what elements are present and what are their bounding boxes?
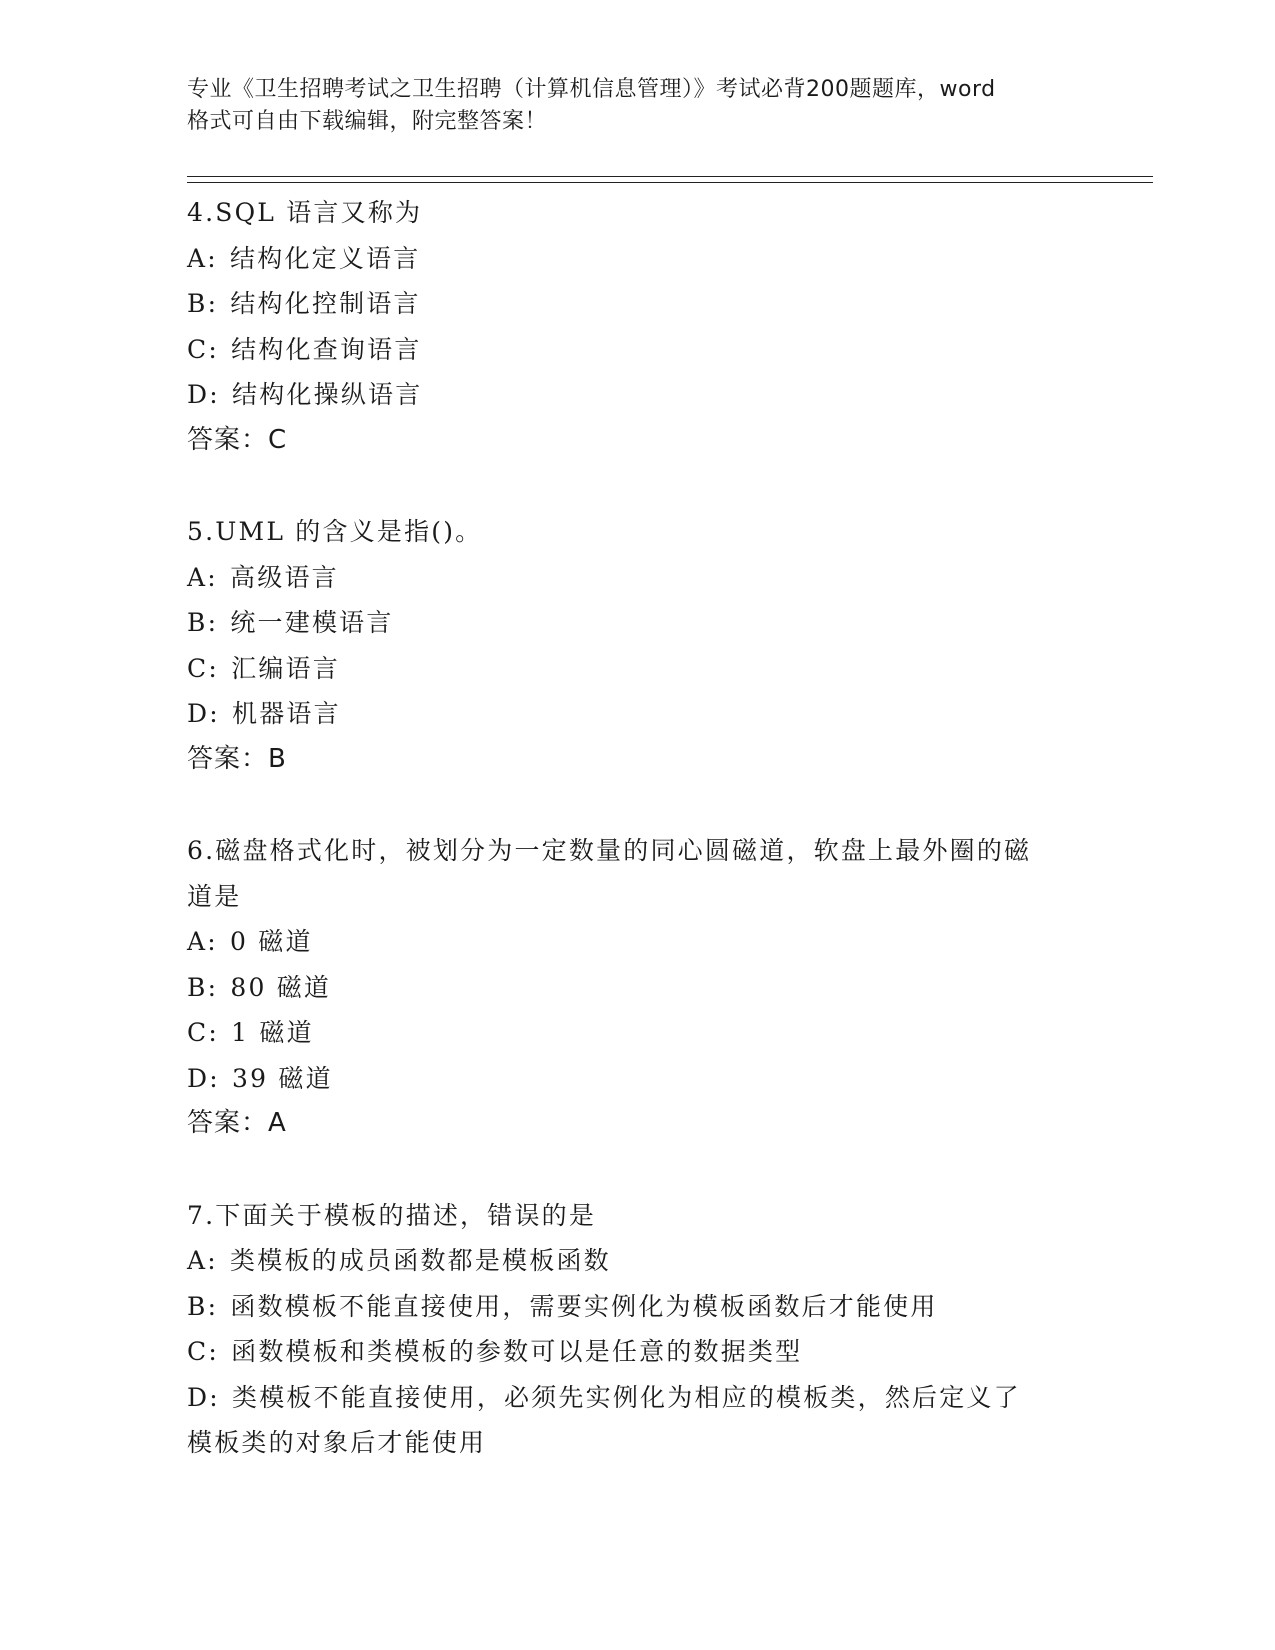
option-label: B: [187, 1291, 208, 1321]
option-label: A: [187, 927, 208, 956]
answer-line: 答案：B: [187, 743, 287, 774]
option-text: 结构化查询语言: [231, 334, 422, 364]
option-text: 类模板的成员函数都是模板函数: [230, 1246, 611, 1275]
option-text: 结构化定义语言: [230, 243, 421, 273]
question-text: 4.SQL 语言又称为: [187, 198, 423, 227]
option-separator: :: [207, 1291, 219, 1321]
option-b: [187, 965, 1087, 1011]
option-label: D: [187, 699, 210, 728]
option-separator: :: [208, 653, 219, 683]
option-separator: :: [207, 243, 218, 273]
option-text: 高级语言: [230, 562, 339, 592]
question-6: [187, 828, 1087, 1147]
option-b: [187, 600, 1087, 646]
header-rule-bottom: [187, 182, 1153, 183]
header-line-1: 专业《卫生招聘考试之卫生招聘（计算机信息管理）》考试必背200题题库，word: [187, 77, 996, 102]
option-text: 结构化操纵语言: [232, 380, 423, 409]
option-separator: :: [209, 1063, 220, 1093]
header-line-2: 格式可自由下载编辑，附完整答案！: [187, 109, 548, 134]
option-label: C: [187, 334, 209, 364]
option-label: D: [187, 1382, 210, 1412]
question-list: [187, 190, 1087, 1512]
question-text: 7.下面关于模板的描述，错误的是: [187, 1200, 597, 1230]
option-c: [187, 327, 1087, 373]
option-b: [187, 1284, 1087, 1330]
option-text: 1 磁道: [231, 1018, 314, 1047]
option-separator: :: [209, 380, 220, 409]
option-separator: :: [209, 699, 220, 728]
option-label: A: [187, 243, 208, 273]
option-separator: :: [207, 608, 219, 637]
option-label: D: [187, 380, 210, 409]
option-label: C: [187, 653, 209, 683]
option-a: [187, 1238, 1087, 1284]
option-separator: :: [207, 927, 218, 956]
option-d: [187, 372, 1087, 418]
option-separator: :: [208, 334, 219, 364]
answer-line: 答案：C: [187, 424, 288, 455]
option-separator: :: [207, 1246, 218, 1275]
option-label: C: [187, 1337, 209, 1366]
document-header: [187, 74, 1087, 138]
option-text: 类模板不能直接使用，必须先实例化为相应的模板类，然后定义了模板类的对象后才能使用: [187, 1382, 1021, 1457]
option-separator: :: [207, 289, 219, 318]
option-separator: :: [208, 1018, 219, 1047]
option-text: 0 磁道: [230, 927, 313, 956]
option-text: 80 磁道: [230, 972, 332, 1002]
question-5: [187, 509, 1087, 782]
option-label: C: [187, 1018, 209, 1047]
option-c: [187, 646, 1087, 692]
option-label: A: [187, 1246, 208, 1275]
header-rule-top: [187, 176, 1153, 177]
question-7: [187, 1193, 1087, 1466]
option-d: [187, 1375, 1047, 1466]
answer-line: 答案：A: [187, 1108, 287, 1138]
option-label: B: [187, 972, 208, 1002]
option-label: D: [187, 1063, 210, 1093]
option-a: [187, 236, 1087, 282]
option-text: 结构化控制语言: [230, 289, 421, 318]
option-text: 统一建模语言: [230, 608, 394, 637]
option-separator: :: [208, 1337, 219, 1366]
option-c: [187, 1329, 1087, 1375]
question-4: [187, 190, 1087, 463]
option-a: [187, 555, 1087, 601]
option-label: B: [187, 289, 208, 318]
question-text: 6.磁盘格式化时，被划分为一定数量的同心圆磁道，软盘上最外圈的磁道是: [187, 836, 1032, 911]
option-c: [187, 1010, 1087, 1056]
option-text: 函数模板不能直接使用，需要实例化为模板函数后才能使用: [230, 1291, 938, 1321]
option-separator: :: [207, 562, 218, 592]
option-separator: :: [209, 1382, 220, 1412]
option-text: 函数模板和类模板的参数可以是任意的数据类型: [231, 1337, 803, 1366]
option-d: [187, 1056, 1087, 1102]
option-text: 汇编语言: [231, 653, 340, 683]
option-b: [187, 281, 1087, 327]
option-d: [187, 691, 1087, 737]
question-text: 5.UML 的含义是指()。: [187, 517, 483, 546]
option-label: B: [187, 608, 208, 637]
option-label: A: [187, 562, 208, 592]
option-text: 39 磁道: [232, 1063, 333, 1093]
option-a: [187, 919, 1087, 965]
option-text: 机器语言: [232, 699, 341, 728]
option-separator: :: [207, 972, 219, 1002]
